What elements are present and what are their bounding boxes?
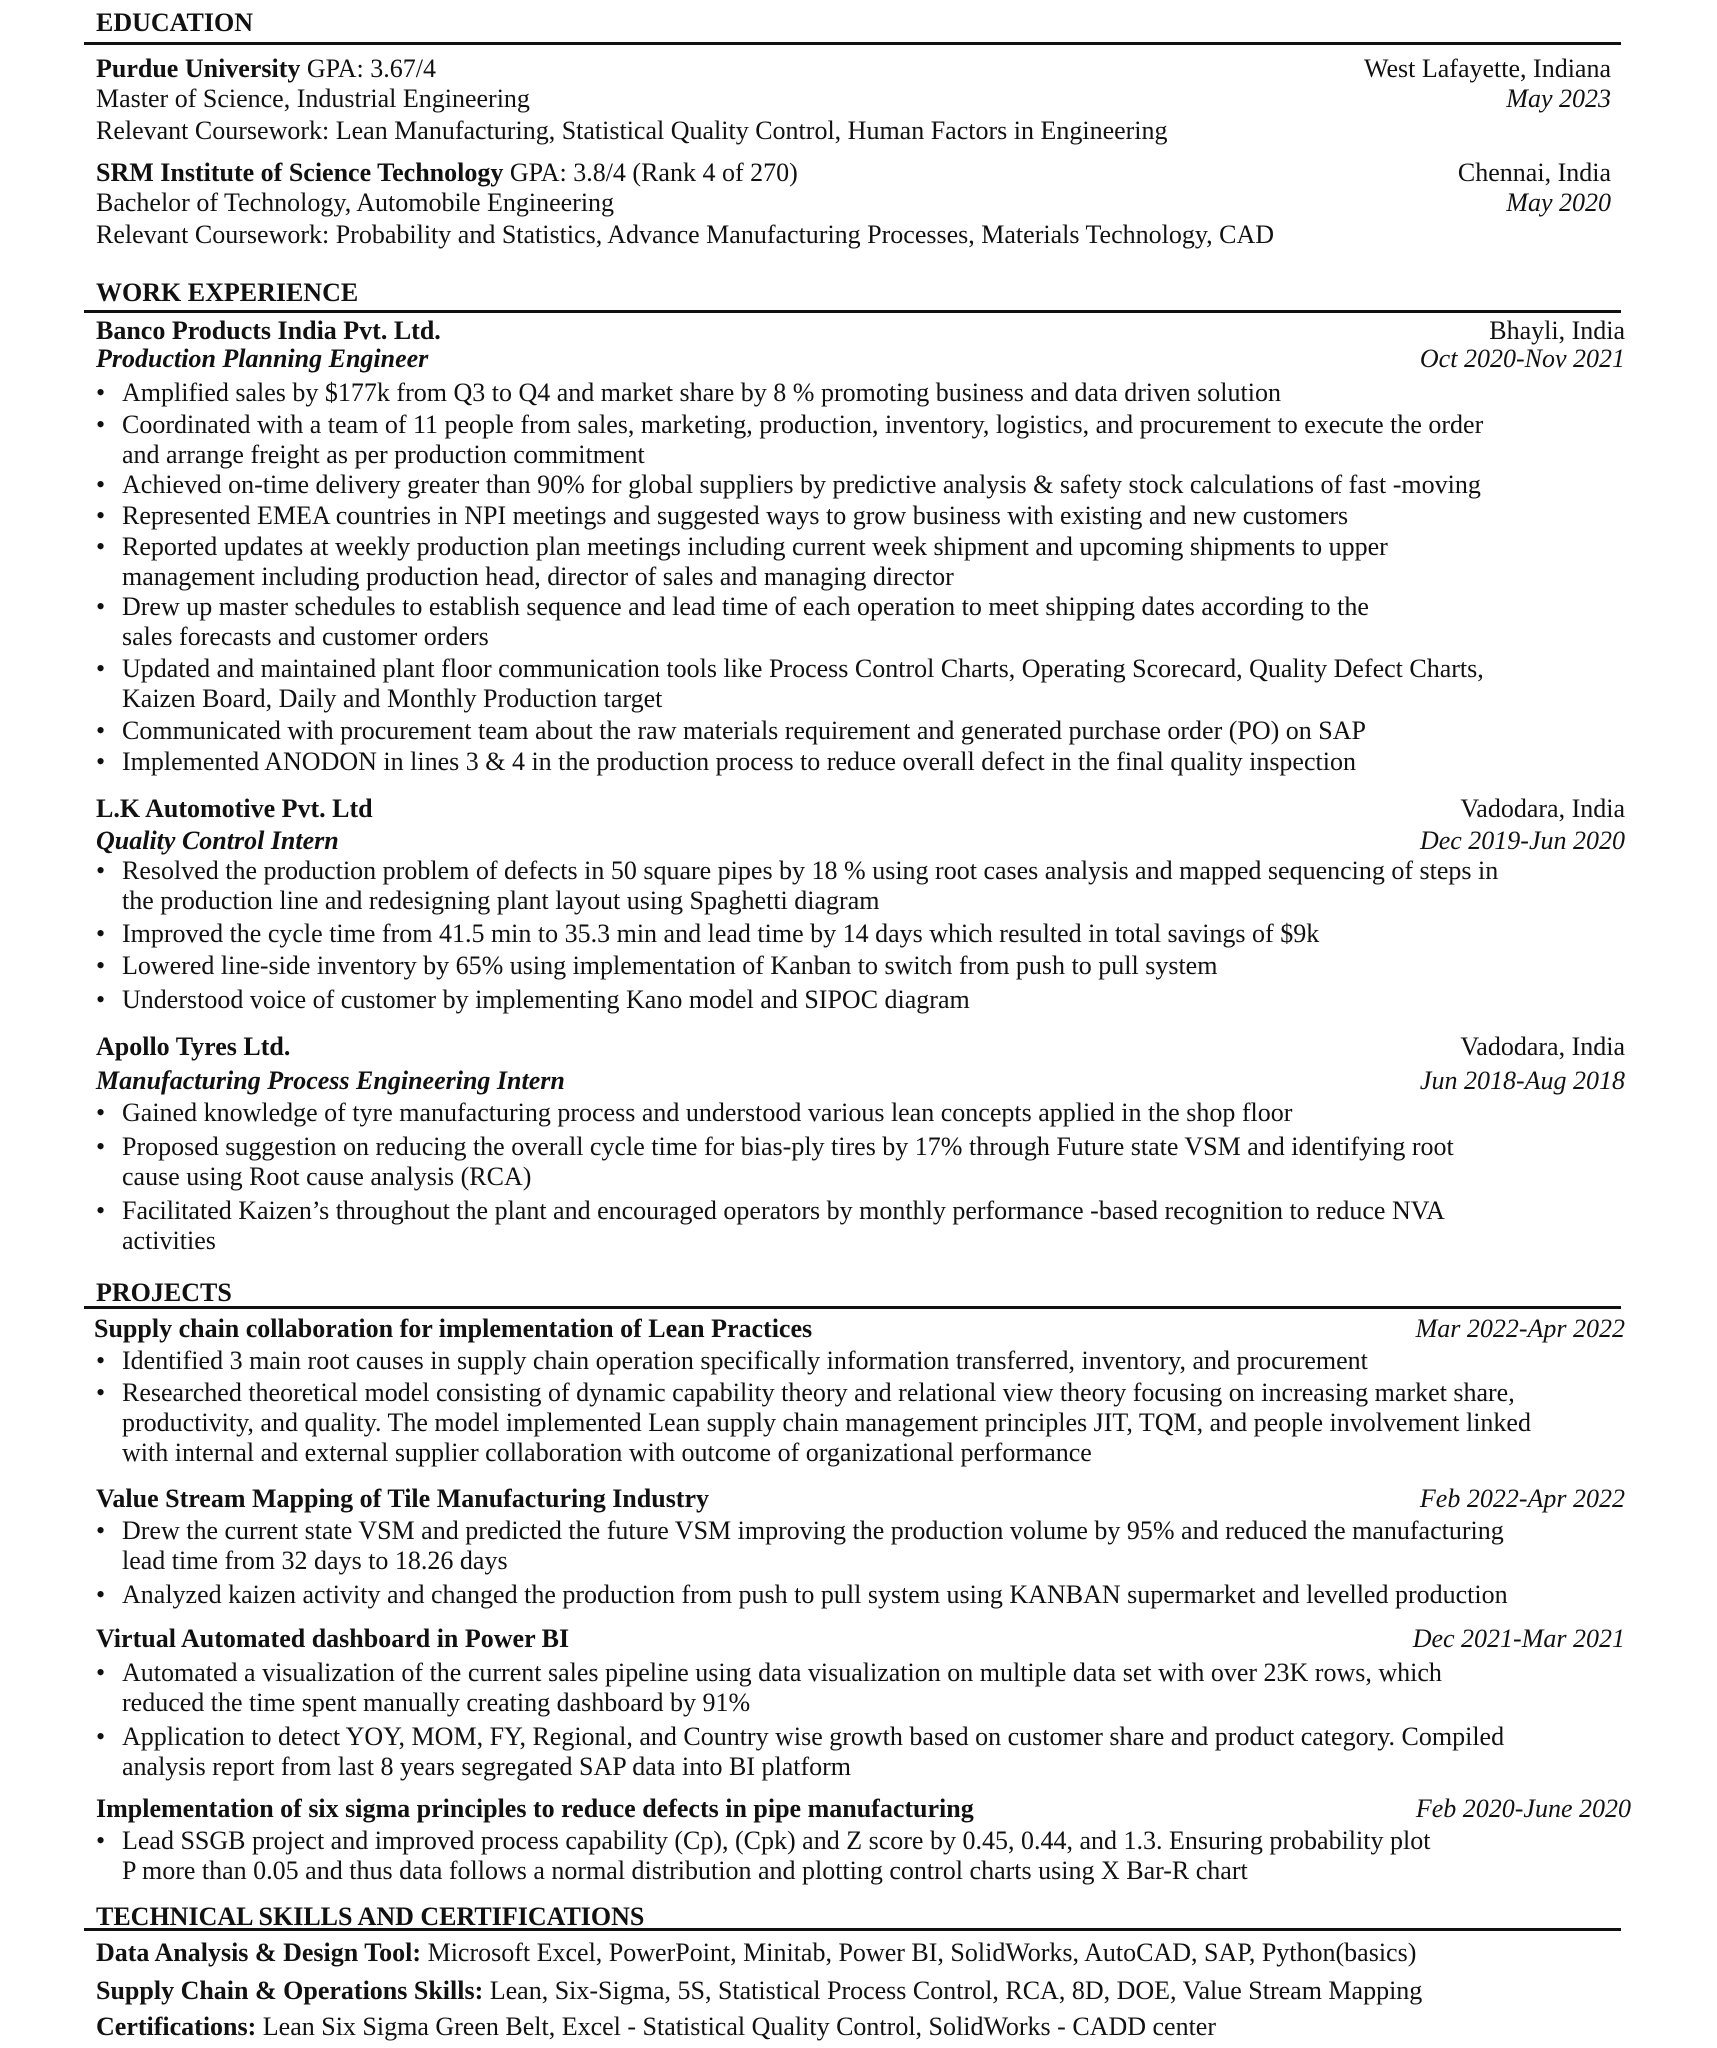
job-2-title-line [96, 826, 1625, 856]
projects-heading: PROJECTS [96, 1278, 232, 1307]
job-2-bullet-2: • Improved the cycle time from 41.5 min to 35.3 min and lead time by 14 days which resulted in total savings of $9k [96, 919, 1637, 949]
job-3-bullet-3: • Facilitated Kaizen’s throughout the plant and encouraged operators by monthly performance -based recognition to reduce NVA activities [96, 1196, 1637, 1256]
skills-cert-value: Lean Six Sigma Green Belt, Excel - Statistical Quality Control, SolidWorks - CADD center [256, 2012, 1217, 2041]
job-1-bullet-4: • Represented EMEA countries in NPI meetings and suggested ways to grow business with existing and new customers [96, 501, 1637, 531]
edu-2-degree: Bachelor of Technology, Automobile Engineering [96, 188, 615, 217]
job-2-bullet-1: • Resolved the production problem of defects in 50 square pipes by 18 % using root cases analysis and mapped sequencing of steps in the production line and redesigning plant layout using Spaghetti diagram [96, 856, 1637, 916]
job-2-title: Quality Control Intern [96, 826, 339, 855]
edu-1-date: May 2023 [1506, 84, 1611, 113]
edu-1-degree: Master of Science, Industrial Engineering [96, 84, 530, 113]
edu-2-coursework: Relevant Coursework: Probability and Statistics, Advance Manufacturing Processes, Materials Technology, CAD [96, 220, 1275, 249]
work-heading: WORK EXPERIENCE [96, 278, 359, 307]
project-2-header [96, 1484, 1625, 1514]
project-3-header [96, 1624, 1625, 1654]
job-3-bullet-2: • Proposed suggestion on reducing the overall cycle time for bias-ply tires by 17% through Future state VSM and identifying root cause using Root cause analysis (RCA) [96, 1132, 1637, 1192]
job-2-company: L.K Automotive Pvt. Ltd [96, 794, 373, 823]
project-4-title: Implementation of six sigma principles to reduce defects in pipe manufacturing [96, 1794, 974, 1823]
skills-rule [84, 1928, 1621, 1931]
edu-1-location: West Lafayette, Indiana [1364, 54, 1611, 83]
skills-supply-value: Lean, Six-Sigma, 5S, Statistical Process Control, RCA, 8D, DOE, Value Stream Mapping [483, 1976, 1423, 2005]
skills-tools-label: Data Analysis & Design Tool: [96, 1938, 422, 1967]
project-1-bullet-2: • Researched theoretical model consisting of dynamic capability theory and relational view theory focusing on increasing market share, productivity, and quality. The model implemented Lean supply chain management principles JIT, TQM, and people involvement linked with internal and external supplier collaboration with outcome of organizational performance [96, 1378, 1637, 1468]
project-1-bullet-1: • Identified 3 main root causes in supply chain operation specifically information transferred, inventory, and procurement [96, 1346, 1637, 1376]
job-1-bullet-3: • Achieved on-time delivery greater than 90% for global suppliers by predictive analysis & safety stock calculations of fast -moving [96, 470, 1637, 500]
education-rule [84, 42, 1621, 45]
skills-row-tools [96, 1938, 1625, 1968]
edu-1-coursework: Relevant Coursework: Lean Manufacturing, Statistical Quality Control, Human Factors in Engineering [96, 116, 1168, 145]
edu-1-header [96, 54, 1625, 84]
project-3-title: Virtual Automated dashboard in Power BI [96, 1624, 570, 1653]
skills-heading: TECHNICAL SKILLS AND CERTIFICATIONS [96, 1902, 645, 1931]
job-3-title: Manufacturing Process Engineering Intern [96, 1066, 565, 1095]
project-3-bullet-1: • Automated a visualization of the current sales pipeline using data visualization on multiple data set with over 23K rows, which reduced the time spent manually creating dashboard by 91% [96, 1658, 1637, 1718]
work-rule [84, 310, 1621, 313]
job-3-date: Jun 2018-Aug 2018 [1419, 1066, 1625, 1095]
project-1-date: Mar 2022-Apr 2022 [1415, 1314, 1625, 1343]
project-2-bullet-2: • Analyzed kaizen activity and changed the production from push to pull system using KANBAN supermarket and levelled production [96, 1580, 1637, 1610]
job-2-location: Vadodara, India [1460, 794, 1625, 823]
job-1-company: Banco Products India Pvt. Ltd. [96, 316, 441, 345]
job-1-date: Oct 2020-Nov 2021 [1419, 344, 1625, 373]
job-1-bullet-5: • Reported updates at weekly production plan meetings including current week shipment and upcoming shipments to upper management including production head, director of sales and managing director [96, 532, 1637, 592]
edu-2-date: May 2020 [1506, 188, 1611, 217]
job-3-title-line [96, 1066, 1625, 1096]
project-1-title: Supply chain collaboration for implementation of Lean Practices [94, 1314, 813, 1343]
edu-2-header [96, 158, 1625, 188]
job-1-bullet-1: • Amplified sales by $177k from Q3 to Q4 and market share by 8 % promoting business and data driven solution [96, 378, 1637, 408]
education-heading: EDUCATION [96, 8, 253, 37]
job-2-bullet-3: • Lowered line-side inventory by 65% using implementation of Kanban to switch from push to pull system [96, 951, 1637, 981]
skills-tools-value: Microsoft Excel, PowerPoint, Minitab, Power BI, SolidWorks, AutoCAD, SAP, Python(basics) [421, 1938, 1417, 1967]
job-3-location: Vadodara, India [1460, 1032, 1625, 1061]
edu-1-school: Purdue University [96, 54, 301, 83]
job-2-date: Dec 2019-Jun 2020 [1419, 826, 1625, 855]
job-1-bullet-6: • Drew up master schedules to establish sequence and lead time of each operation to meet shipping dates according to the sales forecasts and customer orders [96, 592, 1637, 652]
edu-1-gpa: GPA: 3.67/4 [306, 54, 436, 83]
job-1-title: Production Planning Engineer [96, 344, 429, 373]
job-3-header [96, 1032, 1625, 1062]
job-1-location: Bhayli, India [1489, 316, 1625, 345]
project-4-date: Feb 2020-June 2020 [1415, 1794, 1631, 1823]
project-3-bullet-2: • Application to detect YOY, MOM, FY, Regional, and Country wise growth based on customer share and product category. Compiled analysis report from last 8 years segregated SAP data into BI platform [96, 1722, 1637, 1782]
skills-row-supply-chain [96, 1976, 1625, 2006]
edu-1-degree-line [96, 84, 1625, 114]
projects-rule [84, 1306, 1621, 1309]
edu-2-gpa: GPA: 3.8/4 (Rank 4 of 270) [509, 158, 798, 187]
project-2-date: Feb 2022-Apr 2022 [1419, 1484, 1625, 1513]
edu-2-degree-line [96, 188, 1625, 218]
project-3-date: Dec 2021-Mar 2021 [1412, 1624, 1625, 1653]
edu-2-school: SRM Institute of Science Technology [96, 158, 504, 187]
skills-row-certifications [96, 2012, 1625, 2042]
project-4-bullet-1: • Lead SSGB project and improved process capability (Cp), (Cpk) and Z score by 0.45, 0.44, and 1.3. Ensuring probability plot P more than 0.05 and thus data follows a normal distribution and plotting control charts using X Bar-R chart [96, 1826, 1637, 1886]
job-1-bullet-2: • Coordinated with a team of 11 people from sales, marketing, production, inventory, logistics, and procurement to execute the order and arrange freight as per production commitment [96, 410, 1637, 470]
skills-supply-label: Supply Chain & Operations Skills: [96, 1976, 484, 2005]
job-3-company: Apollo Tyres Ltd. [96, 1032, 291, 1061]
job-1-bullet-7: • Updated and maintained plant floor communication tools like Process Control Charts, Operating Scorecard, Quality Defect Charts, Kaizen Board, Daily and Monthly Production target [96, 654, 1637, 714]
job-2-header [96, 794, 1625, 824]
project-2-title: Value Stream Mapping of Tile Manufacturing Industry [96, 1484, 710, 1513]
job-1-title-line [96, 344, 1625, 374]
edu-2-location: Chennai, India [1457, 158, 1611, 187]
project-2-bullet-1: • Drew the current state VSM and predicted the future VSM improving the production volume by 95% and reduced the manufacturing lead time from 32 days to 18.26 days [96, 1516, 1637, 1576]
job-1-bullet-8: • Communicated with procurement team about the raw materials requirement and generated purchase order (PO) on SAP [96, 716, 1637, 746]
skills-cert-label: Certifications: [96, 2012, 257, 2041]
job-1-header [96, 316, 1625, 346]
job-2-bullet-4: • Understood voice of customer by implementing Kano model and SIPOC diagram [96, 985, 1637, 1015]
job-1-bullet-9: • Implemented ANODON in lines 3 & 4 in the production process to reduce overall defect in the final quality inspection [96, 747, 1637, 777]
project-4-header [96, 1794, 1631, 1824]
project-1-header [94, 1314, 1625, 1344]
job-3-bullet-1: • Gained knowledge of tyre manufacturing process and understood various lean concepts applied in the shop floor [96, 1098, 1637, 1128]
